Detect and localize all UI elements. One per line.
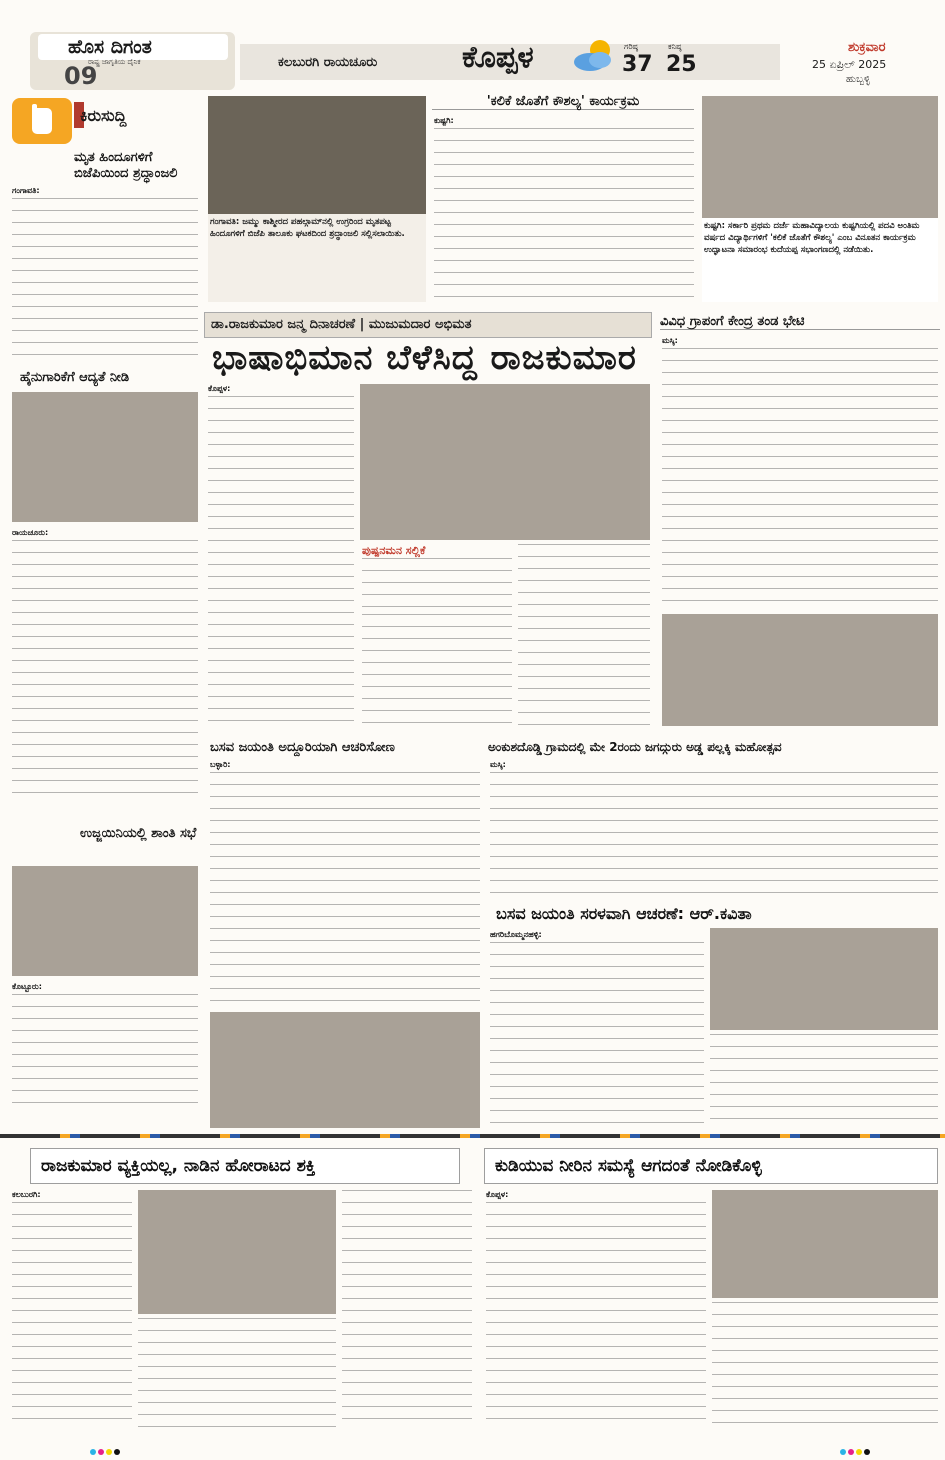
kavita-title: ಬಸವ ಜಯಂತಿ ಸರಳವಾಗಿ ಆಚರಣೆ: ಆರ್.ಕವಿತಾ — [496, 904, 752, 923]
bottom-right-col2 — [712, 1302, 938, 1428]
story3-photo — [12, 866, 198, 976]
bottom-left-col1 — [12, 1202, 132, 1428]
story1-dateline: ಗಂಗಾವತಿ: — [12, 186, 40, 195]
main-story-col3 — [518, 544, 650, 726]
skill-program-title: 'ಕಲಿಕೆ ಜೊತೆಗೆ ಕೌಶಲ್ಯ' ಕಾರ್ಯಕ್ರಮ — [432, 94, 694, 110]
basava-body — [210, 772, 480, 1008]
bottom-right-photo — [712, 1190, 938, 1298]
page-number: 09 — [64, 62, 98, 90]
palki-body — [490, 772, 938, 900]
issue-date: 25 ಏಪ್ರಿಲ್ 2025 — [812, 58, 887, 71]
partly-cloudy-icon — [570, 38, 616, 72]
main-story-dateline: ಕೊಪ್ಪಳ: — [208, 384, 231, 393]
story2-title: ಹೈನುಗಾರಿಕೆಗೆ ಆದ್ಯತೆ ನೀಡಿ — [20, 370, 130, 385]
tribute-photo — [208, 96, 426, 214]
kavita-body — [490, 942, 704, 1128]
print-place: ಹುಬ್ಬಳ್ಳಿ — [846, 74, 871, 85]
college-caption: ಕುಷ್ಟಗಿ: ಸರ್ಕಾರಿ ಪ್ರಥಮ ದರ್ಜೆ ಮಹಾವಿದ್ಯಾಲಯ ಕುಷ್ಟಗಿಯಲ್ಲಿ ಪದವಿ ಅಂತಿಮ ವರ್ಷದ ವಿದ್ಯಾರ್ಥಿಗಳಿಗೆ 'ಕಲಿಕೆ ಜೊತೆಗೆ ಕೌಶಲ್ಯ' ಎಂಬ ವಿನೂತನ ಕಾರ್ಯಕ್ರಮ ಉದ್ಘಾಟನಾ ಸಮಾರಂಭ ಕುದೆಯಪ್ಪ ಸಭಾಂಗಣದಲ್ಲಿ ನಡೆಯಿತು. — [702, 218, 938, 302]
temp-max: 37 — [622, 52, 653, 77]
palki-dateline: ಮಸ್ಕಿ: — [490, 760, 506, 769]
basava-title: ಬಸವ ಜಯಂತಿ ಅದ್ದೂರಿಯಾಗಿ ಆಚರಿಸೋಣ — [210, 740, 395, 755]
main-story-subhead: ಪುಷ್ಪನಮನ ಸಲ್ಲಿಕೆ — [362, 544, 426, 557]
college-photo — [702, 96, 938, 218]
logo-tagline: ರಾಷ್ಟ್ರ ಜಾಗೃತಿಯ ದೈನಿಕ — [88, 58, 141, 66]
story3-body — [12, 994, 198, 1112]
central-team-dateline: ಮಸ್ಕಿ: — [662, 336, 678, 345]
kavita-photo — [710, 928, 938, 1030]
bottom-right-col1 — [486, 1202, 706, 1428]
central-team-body — [662, 348, 938, 610]
main-story-kicker: ಡಾ.ರಾಜಕುಮಾರ ಜನ್ಮ ದಿನಾಚರಣೆ | ಮುಜುಮದಾರ ಅಭಿಮತ — [204, 312, 652, 338]
central-team-title: ವಿವಿಧ ಗ್ರಾಪಂಗೆ ಕೇಂದ್ರ ತಂಡ ಭೇಟಿ — [660, 314, 940, 330]
central-team-photo — [662, 614, 938, 726]
hand-icon — [12, 98, 72, 144]
bottom-left-title: ರಾಜಕುಮಾರ ವ್ಯಕ್ತಿಯಲ್ಲ, ನಾಡಿನ ಹೋರಾಟದ ಶಕ್ತಿ — [30, 1148, 460, 1184]
temp-max-label: ಗರಿಷ್ಠ — [624, 42, 638, 51]
main-story-subbody — [362, 558, 512, 610]
palki-title: ಅಂಕುಶದೊಡ್ಡಿ ಗ್ರಾಮದಲ್ಲಿ ಮೇ 2ರಂದು ಜಗದ್ಗುರು ಅಡ್ಡ ಪಲ್ಲಕ್ಕಿ ಮಹೋತ್ಸವ — [488, 740, 782, 754]
main-story-col2 — [362, 614, 512, 726]
story1-title: ಮೃತ ಹಿಂದೂಗಳಿಗೆ ಬಿಜೆಪಿಯಿಂದ ಶ್ರದ್ಧಾಂಜಲಿ — [74, 150, 178, 181]
story2-photo — [12, 392, 198, 522]
bottom-left-col3 — [342, 1190, 472, 1428]
weekday: ಶುಕ್ರವಾರ — [848, 40, 886, 55]
skill-program-dateline: ಕುಷ್ಟಗಿ: — [434, 116, 454, 125]
basava-dateline: ಬಳ್ಳಾರಿ: — [210, 760, 231, 769]
tribute-caption: ಗಂಗಾವತಿ: ಜಮ್ಮು ಕಾಶ್ಮೀರದ ಪಹಲ್ಗಾಮ್‌ನಲ್ಲಿ ಉಗ್ರರಿಂದ ಮೃತಪಟ್ಟ ಹಿಂದೂಗಳಿಗೆ ಬಿಜೆಪಿ ತಾಲೂಕು ಘಟಕದಿಂದ ಶ್ರದ್ಧಾಂಜಲಿ ಸಲ್ಲಿಸಲಾಯಿತು. — [208, 214, 426, 302]
story1-body — [12, 198, 198, 358]
main-story-col1 — [208, 396, 354, 726]
kirusuddi-label: ಕಿರುಸುದ್ದಿ — [80, 106, 127, 125]
skill-program-body — [434, 128, 694, 302]
basava-photo — [210, 1012, 480, 1128]
main-story-title: ಭಾಷಾಭಿಮಾನ ಬೆಳೆಸಿದ್ದ ರಾಜಕುಮಾರ — [212, 338, 637, 378]
rajkumar-event-photo — [360, 384, 650, 540]
header-cities: ಕಲಬುರಗಿ ರಾಯಚೂರು — [278, 55, 378, 70]
bottom-left-dateline: ಕಲಬುರಗಿ: — [12, 1190, 41, 1199]
story2-body — [12, 540, 198, 796]
bottom-left-col2 — [138, 1318, 336, 1428]
story2-dateline: ರಾಯಚೂರು: — [12, 528, 49, 537]
kavita-dateline: ಹಗರಿಬೊಮ್ಮನಹಳ್ಳಿ: — [490, 930, 542, 939]
temp-min-label: ಕನಿಷ್ಠ — [668, 42, 682, 51]
bottom-right-title: ಕುಡಿಯುವ ನೀರಿನ ಸಮಸ್ಯೆ ಆಗದಂತೆ ನೋಡಿಕೊಳ್ಳಿ — [484, 1148, 938, 1184]
print-registration-dots-right — [840, 1440, 872, 1459]
kavita-body2 — [710, 1034, 938, 1128]
temp-min: 25 — [666, 52, 697, 77]
bottom-right-dateline: ಕೊಪ್ಪಳ: — [486, 1190, 509, 1199]
story3-dateline: ಕೊಟ್ಟೂರು: — [12, 982, 42, 991]
bottom-left-photo — [138, 1190, 336, 1314]
story3-title: ಉಜ್ಜಯಿನಿಯಲ್ಲಿ ಶಾಂತಿ ಸಭೆ — [80, 826, 197, 841]
divider-stripes — [0, 1134, 945, 1138]
print-registration-dots — [90, 1440, 122, 1459]
newspaper-logo: ಹೊಸ ದಿಗಂತ — [38, 34, 228, 60]
edition-name: ಕೊಪ್ಪಳ — [462, 40, 534, 75]
